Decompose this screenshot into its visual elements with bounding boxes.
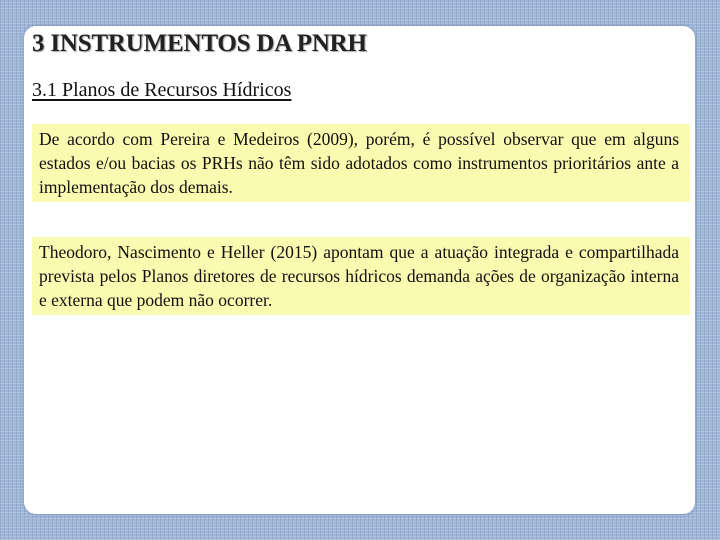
paragraph-box-1: De acordo com Pereira e Medeiros (2009), porém, é possível observar que em alguns estados e/ou bacias os PRHs não têm sido adotados como instrumentos prioritários ante a implementação dos demais. xyxy=(32,124,690,202)
slide-title: 3 INSTRUMENTOS DA PNRH xyxy=(32,30,367,57)
section-heading: 3.1 Planos de Recursos Hídricos xyxy=(32,79,292,101)
paragraph-box-2: Theodoro, Nascimento e Heller (2015) apontam que a atuação integrada e compartilhada prevista pelos Planos diretores de recursos hídricos demanda ações de organização interna e externa que podem não ocorrer. xyxy=(32,237,690,315)
